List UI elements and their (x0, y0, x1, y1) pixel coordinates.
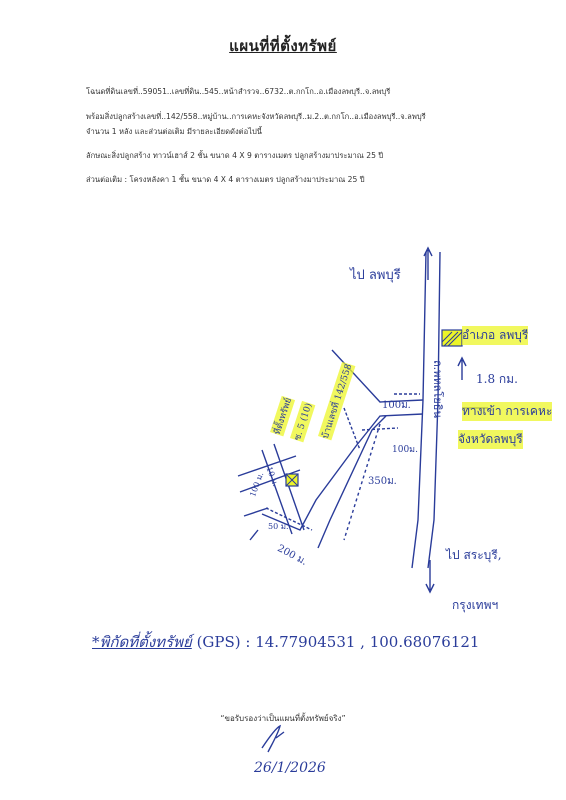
label-dist-10: 10 ม. (264, 465, 281, 488)
label-district-office: อำเภอ ลพบุรี (462, 326, 528, 345)
label-house-number: บ้านเลขที่ 142/558 (318, 362, 355, 440)
label-to-saraburi: ไป สระบุรี, (446, 548, 502, 562)
label-entrance-2: จังหวัดลพบุรี (458, 430, 523, 449)
label-dist-100-left: 100 ม. (248, 470, 266, 499)
document-title: แผนที่ที่ตั้งทรัพย์ (229, 37, 337, 55)
label-distance-1-8km: 1.8 กม. (476, 372, 518, 386)
gps-value: (GPS) : 14.77904531 , 100.68076121 (191, 633, 480, 651)
building-type-line: ลักษณะสิ่งปลูกสร้าง ทาวน์เฮาส์ 2 ชั้น ขนาด 4 X 9 ตารางเมตร ปลูกสร้างมาประมาณ 25 ปี (86, 151, 384, 160)
signed-date: 26/1/2026 (254, 760, 326, 776)
label-dist-100-top: 100ม. (382, 400, 411, 411)
extension-info-line: ส่วนต่อเติม : โครงหลังคา 1 ชั้น ขนาด 4 X 4 ตารางเมตร ปลูกสร้างมาประมาณ 25 ปี (86, 175, 365, 184)
label-soi: ซ. 5 (10) (290, 401, 315, 442)
label-dist-50: 50 ม. (268, 522, 289, 531)
label-to-lopburi: ไป ลพบุรี (350, 268, 401, 283)
building-info-line: พร้อมสิ่งปลูกสร้างเลขที่..142/558..หมู่บ้าน..การเคหะจังหวัดลพบุรี..ม.2..ต.กกโก..อ.เมืองลพบุรี..จ.ลพบุรี (86, 112, 426, 121)
label-bangkok: กรุงเทพฯ (452, 598, 499, 612)
label-dist-100-mid: 100ม. (392, 445, 418, 455)
count-info-line: จำนวน 1 หลัง และส่วนต่อเติม มีรายละเอียดดังต่อไปนี้ (86, 127, 262, 136)
label-dist-350: 350ม. (368, 476, 397, 487)
label-road-name: ถ.พหลโยธิน (431, 360, 444, 418)
certification-text: “ขอรับรองว่าเป็นแผนที่ตั้งทรัพย์จริง” (220, 714, 346, 723)
deed-info-line: โฉนดที่ดินเลขที่..59051..เลขที่ดิน..545..หน้าสำรวจ..6732..ต.กกโก..อ.เมืองลพบุรี..จ.ลพบุรี (86, 87, 391, 96)
gps-label: *พิกัดที่ตั้งทรัพย์ (92, 633, 192, 651)
label-entrance-1: ทางเข้า การเคหะ (462, 402, 552, 421)
label-property: ที่ตั้งทรัพย์ (270, 396, 295, 437)
label-dist-200: 200 ม. (275, 543, 309, 568)
